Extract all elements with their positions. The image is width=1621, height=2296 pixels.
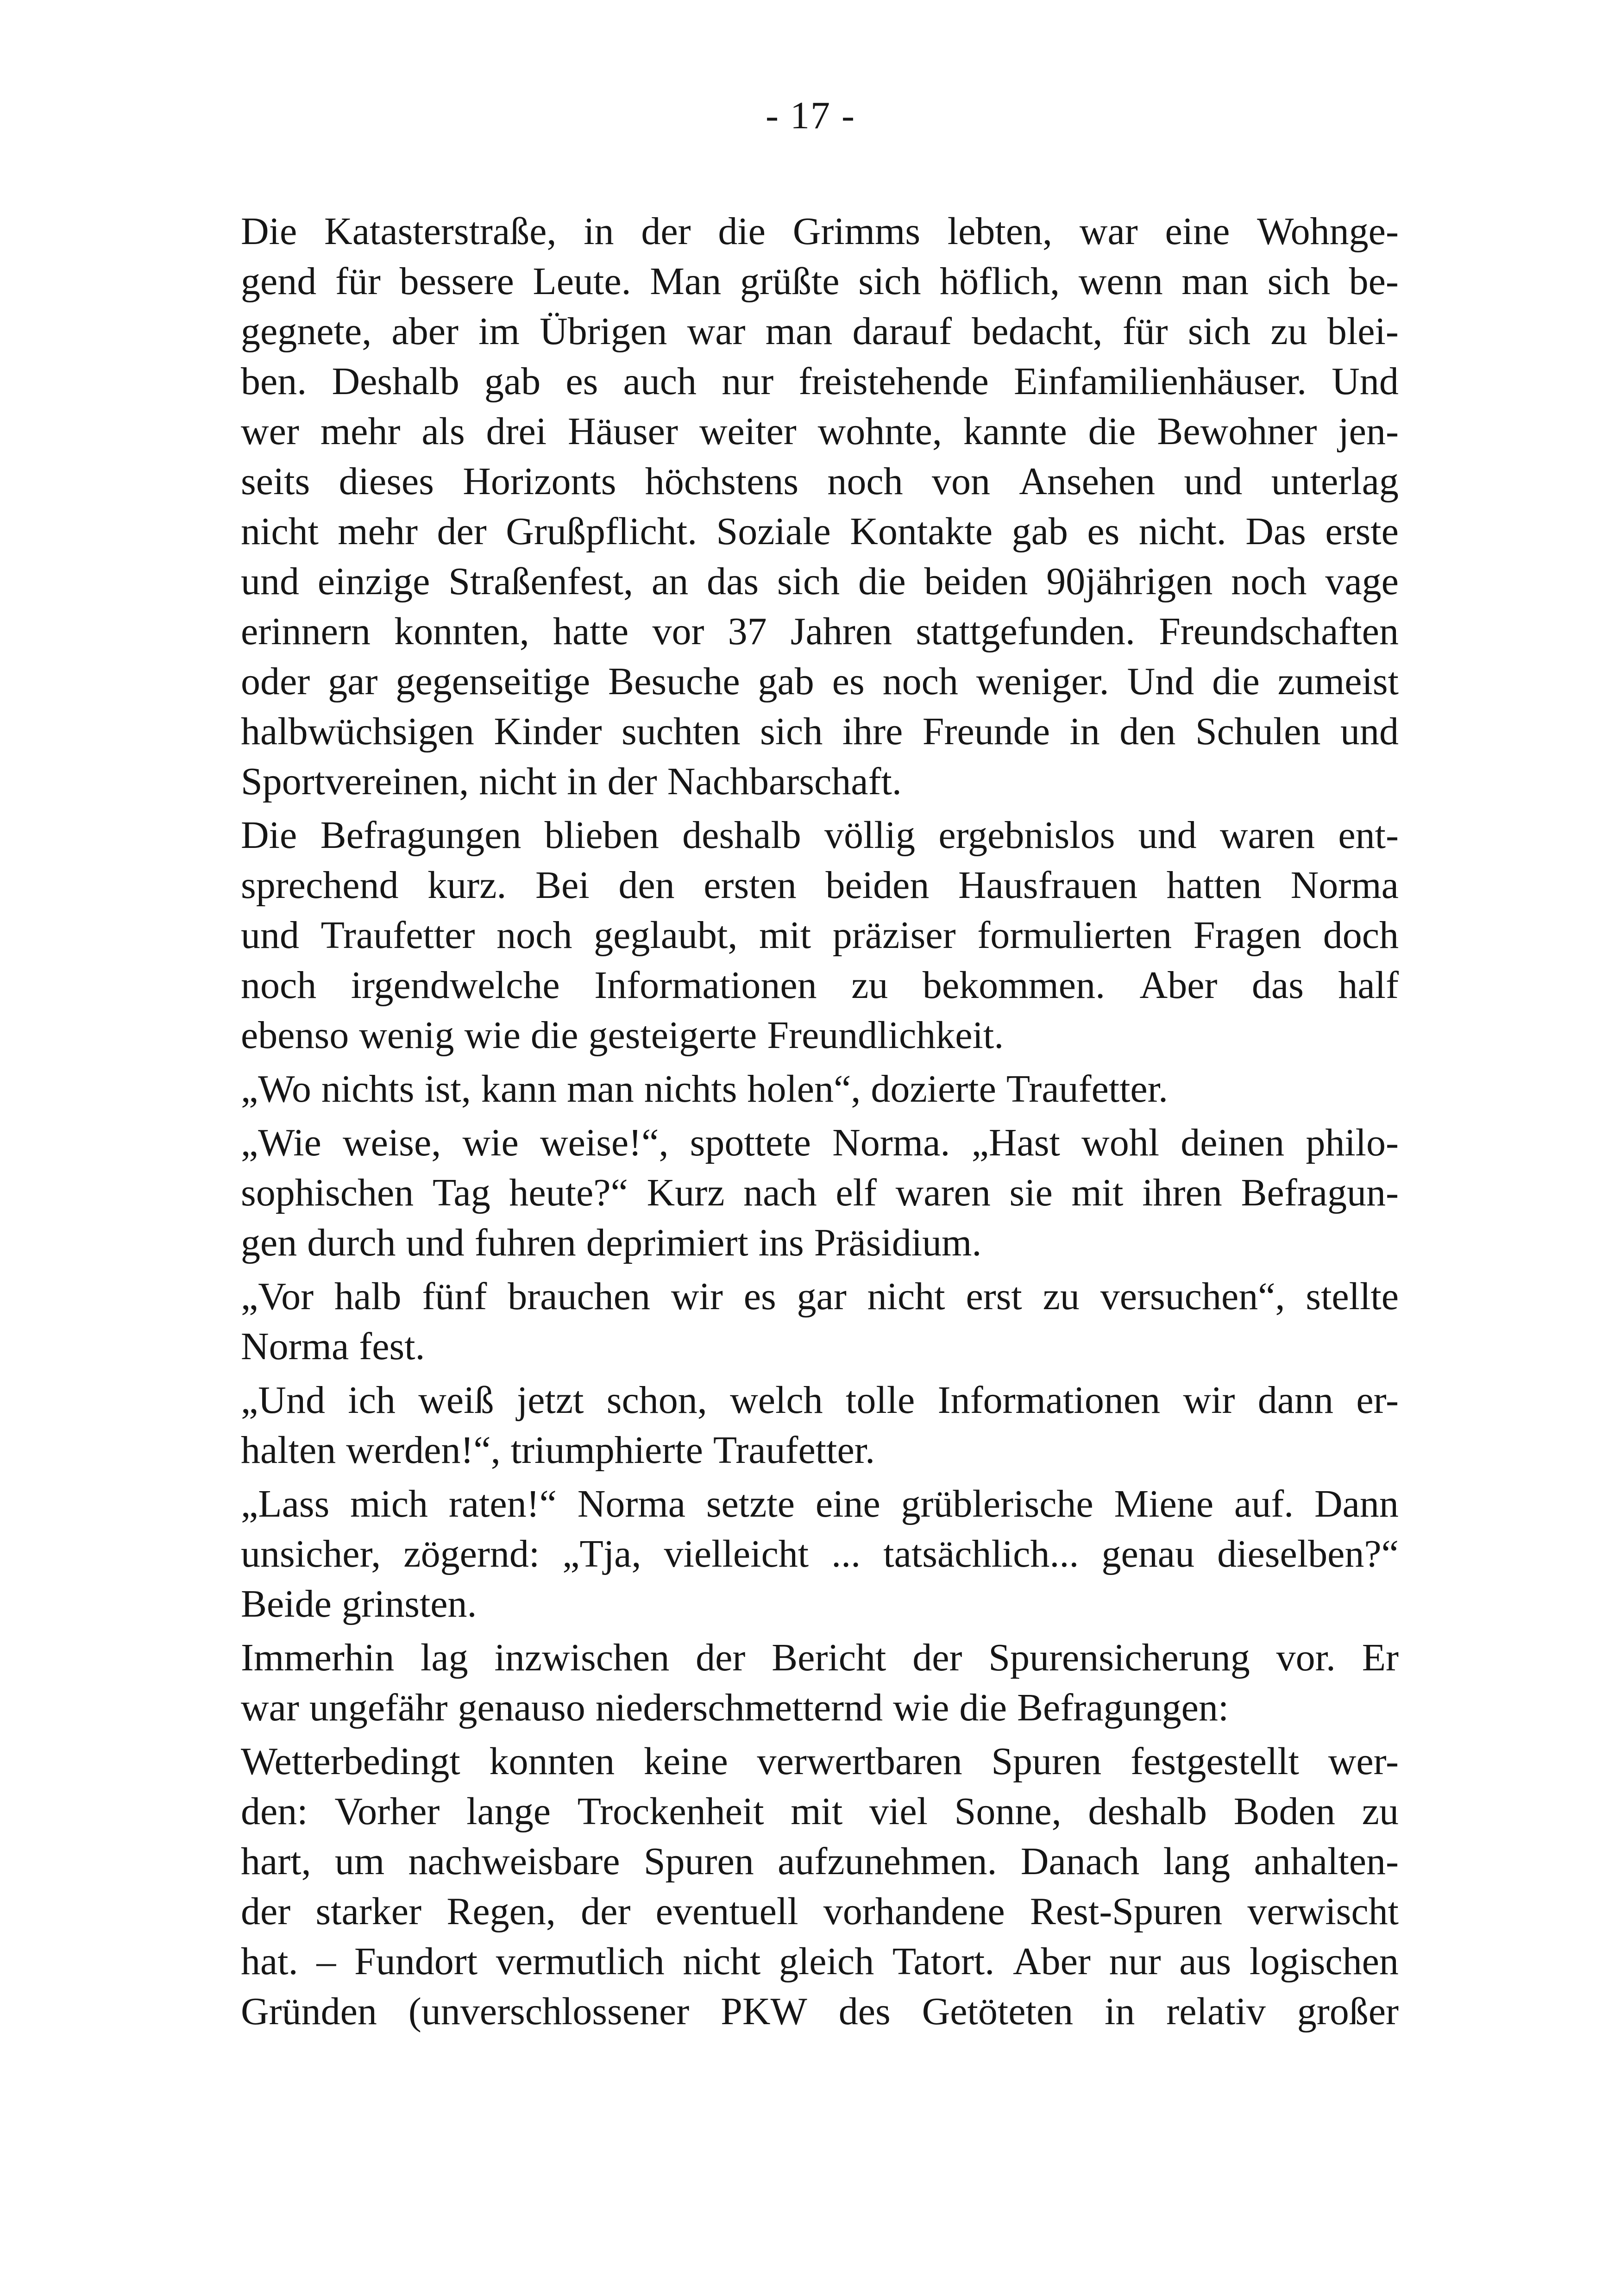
text-line: „Vor halb fünf brauchen wir es gar nicht erst zu versuchen“, stellte: [241, 1275, 1399, 1318]
paragraph: [241, 1633, 1399, 1733]
paragraph: [241, 1479, 1399, 1629]
text-line: ben. Deshalb gab es auch nur freistehende Einfamilienhäuser. Und: [241, 360, 1399, 403]
text-line: halten werden!“, triumphierte Traufetter.: [241, 1429, 875, 1472]
text-line: nicht mehr der Grußpflicht. Soziale Kontakte gab es nicht. Das erste: [241, 510, 1399, 553]
text-line: „Lass mich raten!“ Norma setzte eine grüblerische Miene auf. Dann: [241, 1482, 1399, 1525]
text-line: oder gar gegenseitige Besuche gab es noch weniger. Und die zumeist: [241, 660, 1399, 703]
paragraph: [241, 1375, 1399, 1475]
text-line: „Und ich weiß jetzt schon, welch tolle Informationen wir dann er-: [241, 1379, 1399, 1422]
text-line: der starker Regen, der eventuell vorhandene Rest-Spuren verwischt: [241, 1890, 1399, 1933]
text-line: Beide grinsten.: [241, 1582, 477, 1625]
text-line: unsicher, zögernd: „Tja, vielleicht ... tatsächlich... genau dieselben?“: [241, 1532, 1399, 1575]
text-line: und Traufetter noch geglaubt, mit präziser formulierten Fragen doch: [241, 914, 1399, 957]
paragraph: [241, 1737, 1399, 2037]
text-line: Gründen (unverschlossener PKW des Getöteten in relativ großer: [241, 1990, 1399, 2033]
text-line: wer mehr als drei Häuser weiter wohnte, kannte die Bewohner jen-: [241, 410, 1399, 453]
text-line: gegnete, aber im Übrigen war man darauf bedacht, für sich zu blei-: [241, 310, 1399, 353]
text-line: gen durch und fuhren deprimiert ins Präsidium.: [241, 1221, 982, 1264]
paragraph: [241, 207, 1399, 807]
text-line: noch irgendwelche Informationen zu bekommen. Aber das half: [241, 964, 1399, 1007]
paragraph: [241, 1272, 1399, 1372]
text-line: seits dieses Horizonts höchstens noch von Ansehen und unterlag: [241, 460, 1399, 503]
text-line: Die Befragungen blieben deshalb völlig ergebnislos und waren ent-: [241, 814, 1399, 857]
text-line: Sportvereinen, nicht in der Nachbarschaft.: [241, 760, 902, 803]
text-line: Wetterbedingt konnten keine verwertbaren Spuren festgestellt wer-: [241, 1740, 1399, 1783]
text-line: erinnern konnten, hatte vor 37 Jahren stattgefunden. Freundschaften: [241, 610, 1399, 653]
text-line: Norma fest.: [241, 1325, 425, 1368]
text-line: den: Vorher lange Trockenheit mit viel Sonne, deshalb Boden zu: [241, 1790, 1399, 1833]
text-line: „Wie weise, wie weise!“, spottete Norma. „Hast wohl deinen philo-: [241, 1121, 1399, 1164]
text-line: ebenso wenig wie die gesteigerte Freundlichkeit.: [241, 1014, 1004, 1057]
text-line: Immerhin lag inzwischen der Bericht der Spurensicherung vor. Er: [241, 1636, 1399, 1679]
text-line: „Wo nichts ist, kann man nichts holen“, dozierte Traufetter.: [241, 1067, 1169, 1110]
text-line: gend für bessere Leute. Man grüßte sich höflich, wenn man sich be-: [241, 260, 1399, 303]
text-line: halbwüchsigen Kinder suchten sich ihre Freunde in den Schulen und: [241, 710, 1399, 753]
text-line: war ungefähr genauso niederschmetternd wie die Befragungen:: [241, 1686, 1229, 1729]
paragraph: [241, 1064, 1399, 1114]
text-line: Die Katasterstraße, in der die Grimms lebten, war eine Wohnge-: [241, 210, 1399, 253]
text-line: hat. – Fundort vermutlich nicht gleich Tatort. Aber nur aus logischen: [241, 1940, 1399, 1983]
page-number: - 17 -: [766, 94, 855, 137]
paragraph: [241, 1118, 1399, 1268]
text-line: sprechend kurz. Bei den ersten beiden Hausfrauen hatten Norma: [241, 864, 1399, 907]
text-line: und einzige Straßenfest, an das sich die beiden 90jährigen noch vage: [241, 560, 1399, 603]
text-line: hart, um nachweisbare Spuren aufzunehmen. Danach lang anhalten-: [241, 1840, 1399, 1883]
paragraph: [241, 810, 1399, 1060]
text-line: sophischen Tag heute?“ Kurz nach elf waren sie mit ihren Befragun-: [241, 1171, 1399, 1214]
body-text: [241, 207, 1399, 2040]
